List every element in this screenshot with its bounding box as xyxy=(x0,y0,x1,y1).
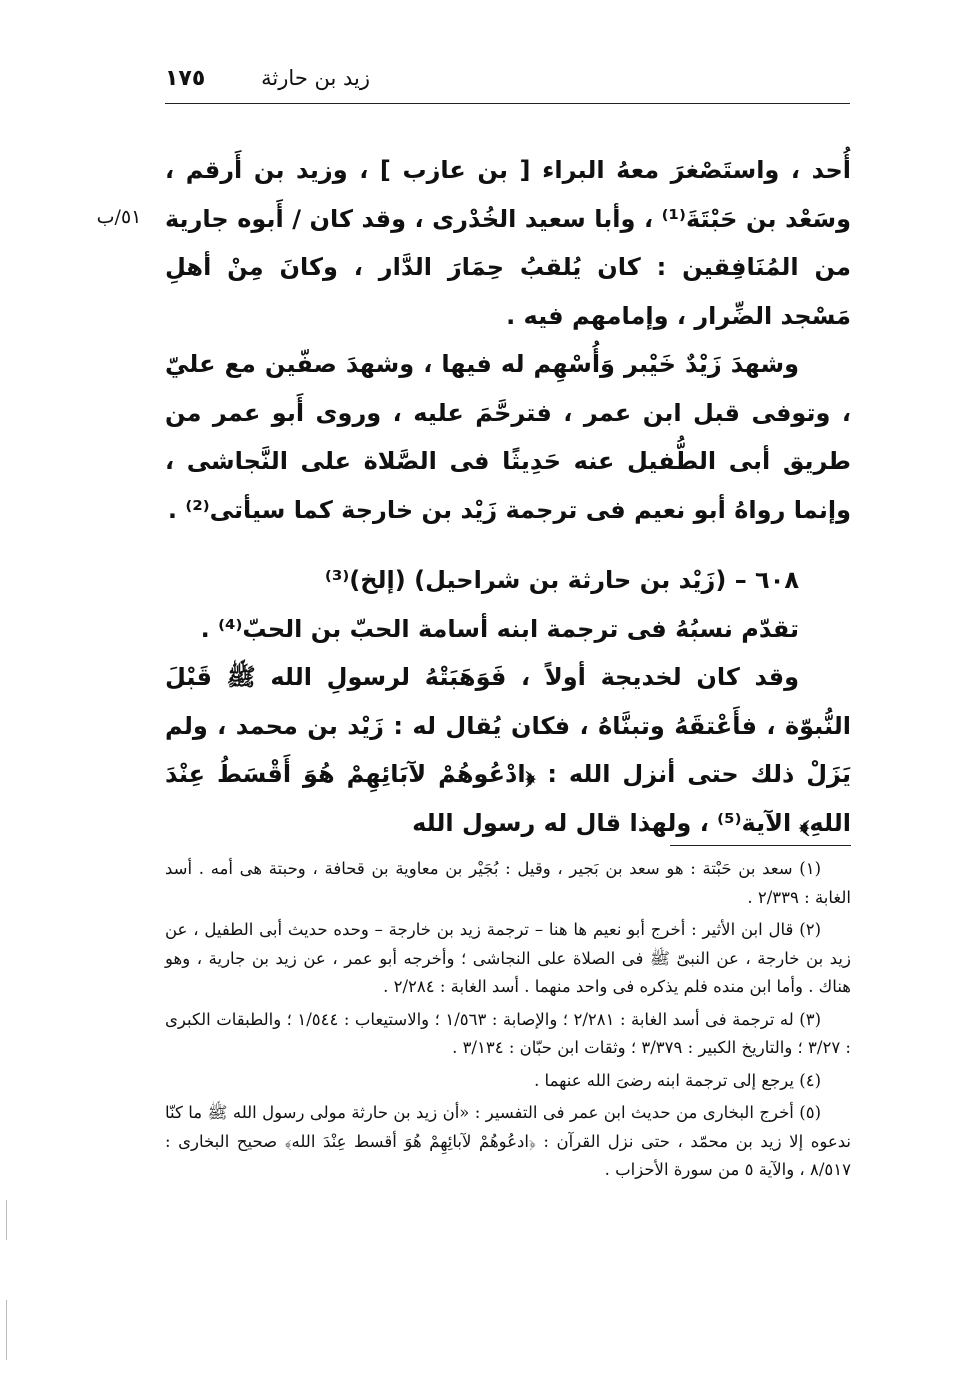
scan-edge-mark xyxy=(6,1300,7,1360)
running-header xyxy=(165,58,850,98)
scan-edge-mark xyxy=(6,1200,7,1240)
main-text xyxy=(165,146,851,847)
page-number: ١٧٥ xyxy=(165,66,206,91)
entry-subheading: تقدّم نسبُهُ فى ترجمة ابنه أسامة الحبّ بن الحبّ⁽⁴⁾ . xyxy=(200,614,799,643)
paragraph-2: وشهدَ زَيْدٌ خَيْبر وَأُسْهِم له فيها ، وشهدَ صفّين مع عليّ ، وتوفى قبل ابن عمر ، فترحَّمَ عليه ، وروى أَبو عمر من طريق أبى الطُّفيل عنه حَدِيثًا فى الصَّلاة على النَّجاشى ، وإنما رواهُ أبو نعيم فى ترجمة زَيْد بن خارجة كما سيأتى⁽²⁾ . xyxy=(165,350,851,524)
spacer xyxy=(165,534,851,556)
footnote-rule xyxy=(670,845,851,846)
running-title: زيد بن حارثة xyxy=(261,66,370,90)
manuscript-folio-note: ٥١/ب xyxy=(96,206,142,228)
header-rule xyxy=(165,103,850,104)
paragraph-continuation: أُحد ، واستَصْغرَ معهُ البراء [ بن عازب ] ، وزيد بن أَرقم ، وسَعْد بن حَبْتَةَ⁽¹⁾ ، وأبا سعيد الخُدْرى ، وقد كان / أَبوه جارية من المُنَافِقين : كان يُلقبُ حِمَارَ الدَّار ، وكانَ مِنْ أهلِ مَسْجد الضِّرار ، وإمامهم فيه . xyxy=(165,156,852,330)
footnotes xyxy=(165,855,851,1189)
entry-heading: ٦٠٨ – (زَيْد بن حارثة بن شراحيل) (إلخ)⁽³⁾ xyxy=(324,566,799,594)
footnote-4: (٤) يرجع إلى ترجمة ابنه رضىَ الله عنهما . xyxy=(534,1070,821,1090)
footnote-2: (٢) قال ابن الأثير : أخرج أبو نعيم ها هنا – ترجمة زيد بن خارجة – وحده حديث أبى الطفيل ، عن زيد بن خارجة ، عن النبىّ ﷺ فى الصلاة على النجاشى ؛ وأخرجه أبو عمر ، عن زيد بن جارية ، وهو هناك . وأما ابن منده فلم يذكره فى واحد منهما . أسد الغابة : ٢/٢٨٤ . xyxy=(165,920,851,996)
paragraph-3: وقد كان لخديجة أولاً ، فَوَهَبَتْهُ لرسولِ الله ﷺ قَبْلَ النُّبوّة ، فأَعْتقَهُ وتبنَّاهُ ، فكان يُقال له : زَيْد بن محمد ، ولم يَزَلْ ذلك حتى أنزل الله : ﴿ادْعُوهُمْ لآبَائِهِمْ هُوَ أَقْسَطُ عِنْدَ اللهِ﴾ الآية⁽⁵⁾ ، ولهذا قال له رسول الله xyxy=(165,663,851,837)
footnote-5: (٥) أخرج البخارى من حديث ابن عمر فى التفسير : «أن زيد بن حارثة مولى رسول الله ﷺ ما كنّا ندعوه إلا زيد بن محمّد ، حتى نزل القرآن : ﴿ادعُوهُمْ لآبائِهِمْ هُوَ أقسط عِنْدَ الله﴾ صحيح البخارى : ٨/٥١٧ ، والآية ٥ من سورة الأحزاب . xyxy=(165,1103,851,1179)
footnote-3: (٣) له ترجمة فى أسد الغابة : ٢/٢٨١ ؛ والإصابة : ١/٥٦٣ ؛ والاستيعاب : ١/٥٤٤ ؛ والطبقات الكبرى : ٣/٢٧ ؛ والتاريخ الكبير : ٣/٣٧٩ ؛ وثقات ابن حبّان : ٣/١٣٤ . xyxy=(165,1009,851,1057)
footnote-1: (١) سعد بن حَبْتة : هو سعد بن بَجير ، وقيل : بُجَيْر بن معاوية بن قحافة ، وحبتة هى أمه . أسد الغابة : ٢/٣٣٩ . xyxy=(165,859,851,907)
